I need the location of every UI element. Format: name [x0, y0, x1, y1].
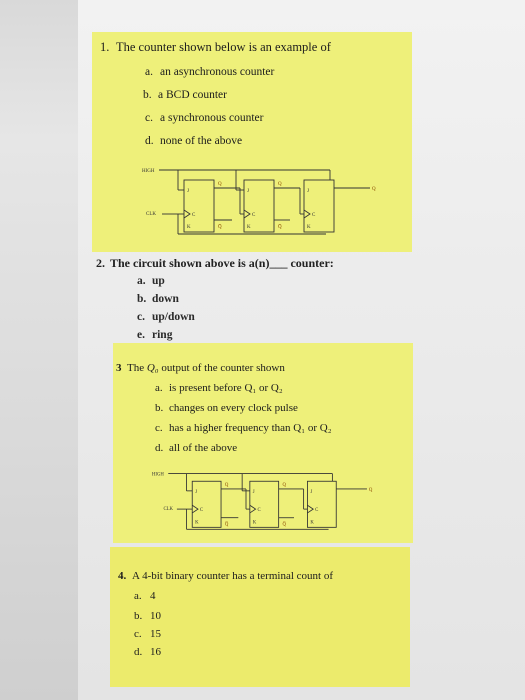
svg-text:J: J: [187, 189, 189, 194]
q4-option-b-text: 10: [150, 610, 161, 622]
svg-text:Q: Q: [282, 483, 286, 489]
svg-text:C: C: [257, 508, 261, 514]
q1-option-d-letter: d.: [145, 135, 154, 147]
q2-option-c-text: up/down: [152, 311, 195, 323]
svg-text:Q: Q: [372, 187, 376, 192]
counter-circuit-diagram-2: [150, 462, 390, 537]
svg-text:Q: Q: [368, 487, 373, 493]
svg-text:K: K: [187, 225, 191, 230]
svg-text:K: K: [310, 520, 314, 526]
question-3-text: The Q₀ output of the counter shown: [127, 362, 285, 374]
q2-option-a-letter: a.: [137, 275, 146, 287]
q1-option-b-letter: b.: [143, 89, 152, 101]
svg-text:Q̅: Q̅: [218, 225, 222, 230]
q4-option-d-letter: d.: [134, 646, 143, 658]
svg-text:J: J: [310, 489, 313, 495]
q1-option-c-letter: c.: [145, 112, 153, 124]
q3-option-c-text: has a higher frequency than Q₁ or Q₂: [169, 422, 332, 434]
q4-option-a-letter: a.: [134, 590, 142, 602]
q1-option-a-letter: a.: [145, 66, 153, 78]
q3-option-d-letter: d.: [155, 442, 164, 454]
question-3-number: 3: [116, 362, 122, 374]
q3-option-b-text: changes on every clock pulse: [169, 402, 298, 414]
q3-option-b-letter: b.: [155, 402, 164, 414]
svg-text:C: C: [312, 213, 316, 218]
svg-text:CLK: CLK: [163, 507, 174, 513]
q1-option-d-text: none of the above: [160, 135, 243, 147]
question-1-number: 1.: [100, 40, 110, 54]
q3-option-a-letter: a.: [155, 382, 163, 394]
counter-circuit-diagram-1: [140, 158, 390, 243]
svg-text:C: C: [199, 508, 204, 514]
q4-option-a-text: 4: [150, 590, 156, 602]
svg-text:K: K: [195, 520, 199, 526]
q0-symbol: Q₀: [146, 362, 159, 374]
svg-text:Q̅: Q̅: [224, 522, 229, 528]
q4-option-b-letter: b.: [134, 610, 143, 622]
svg-text:J: J: [307, 189, 309, 194]
svg-text:Q̅: Q̅: [282, 522, 286, 528]
svg-text:J: J: [252, 489, 255, 495]
svg-text:HIGH: HIGH: [151, 472, 164, 478]
question-4-text: A 4-bit binary counter has a terminal count of: [132, 570, 333, 582]
svg-text:K: K: [307, 225, 311, 230]
q2-option-e-letter: e.: [137, 329, 145, 341]
svg-text:J: J: [195, 489, 197, 495]
q1-option-b-text: a BCD counter: [158, 89, 227, 101]
q4-option-c-letter: c.: [134, 628, 142, 640]
question-4-number: 4.: [118, 570, 127, 582]
svg-text:Q: Q: [278, 182, 282, 187]
q4-option-c-text: 15: [150, 628, 161, 640]
q4-option-d-text: 16: [150, 646, 161, 658]
question-2-number: 2.: [96, 256, 105, 270]
svg-text:K: K: [252, 520, 257, 526]
svg-text:C: C: [252, 213, 256, 218]
svg-text:C: C: [315, 508, 319, 514]
svg-text:Q̅: Q̅: [278, 225, 282, 230]
q3-option-c-letter: c.: [155, 422, 163, 434]
question-2-text: The circuit shown above is a(n)___ counter:: [110, 256, 334, 270]
q2-option-e-text: ring: [152, 329, 173, 341]
svg-text:K: K: [247, 225, 251, 230]
q2-option-b-text: down: [152, 293, 179, 305]
q2-option-a-text: up: [152, 275, 165, 287]
q2-option-b-letter: b.: [137, 293, 147, 305]
high-label: HIGH: [142, 169, 155, 174]
clk-label: CLK: [146, 212, 156, 217]
svg-text:C: C: [192, 213, 196, 218]
q1-option-a-text: an asynchronous counter: [160, 66, 275, 78]
svg-text:Q: Q: [224, 483, 229, 489]
q1-option-c-text: a synchronous counter: [160, 112, 264, 124]
q3-option-a-text: is present before Q₁ or Q₂: [169, 382, 283, 394]
q2-option-c-letter: c.: [137, 311, 145, 323]
svg-text:Q: Q: [218, 182, 222, 187]
question-1-text: The counter shown below is an example of: [116, 40, 331, 54]
svg-text:J: J: [247, 189, 249, 194]
q3-option-d-text: all of the above: [169, 442, 238, 454]
